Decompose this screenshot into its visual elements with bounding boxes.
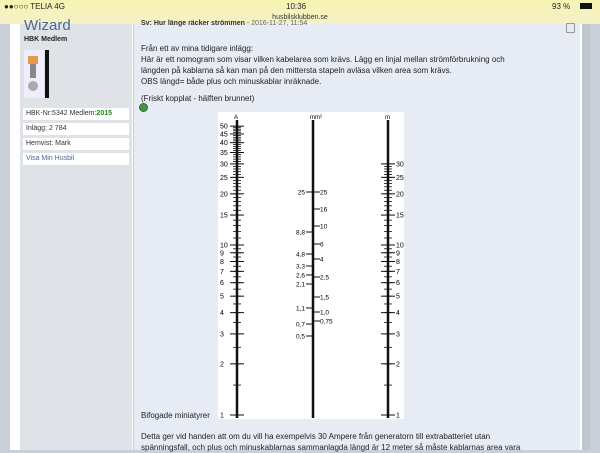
username[interactable]: Wizard xyxy=(24,17,71,34)
m-tick-label: 25 xyxy=(396,174,404,182)
a-tick-label: 8 xyxy=(220,258,224,266)
a-tick-label: 30 xyxy=(220,161,228,169)
mm-right-label: 16 xyxy=(320,206,328,214)
a-tick-label: 9 xyxy=(220,250,224,258)
m-tick-label: 7 xyxy=(396,268,400,276)
m-tick-label: 2 xyxy=(396,361,400,369)
scrollbar[interactable] xyxy=(582,20,590,450)
mm-left-label: 4,8 xyxy=(295,251,305,259)
post-line: spänningsfall, och plus och minuskablarnas sammanlagda längd är 12 meter så måste kablarnas area vara xyxy=(141,443,521,452)
post-line: OBS längd= både plus och minuskablar inräknade. xyxy=(141,77,322,86)
attachments-label: Bifogade miniatyrer xyxy=(141,411,210,420)
mm-right-label: 25 xyxy=(320,189,328,197)
m-tick-label: 4 xyxy=(396,310,400,318)
mm-left-label: 0,7 xyxy=(295,321,305,329)
post-count: Inlägg: 2 784 xyxy=(23,123,129,135)
user-rank: HBK Medlem xyxy=(24,36,68,43)
url-bar[interactable]: husbilsklubben.se xyxy=(272,14,328,21)
carrier: ●●○○○ TELIA 4G xyxy=(4,2,65,11)
mm-left-label: 1,1 xyxy=(295,305,305,313)
m-tick-label: 1 xyxy=(396,412,400,419)
m-tick-label: 9 xyxy=(396,250,400,258)
m-tick-label: 10 xyxy=(396,242,404,250)
nomogram-image[interactable] xyxy=(218,112,404,419)
smiley-icon xyxy=(139,103,148,112)
a-tick-label: 3 xyxy=(220,331,224,339)
battery-icon xyxy=(580,3,592,9)
m-tick-label: 30 xyxy=(396,161,404,169)
battery-level: 93 % xyxy=(552,2,571,11)
post-line: längden på kablarna så kan man på den mittersta stapeln avläsa vilken area som krävs. xyxy=(141,66,452,75)
mm-right-label: 0,75 xyxy=(320,318,333,326)
axis-title: mm² xyxy=(310,115,322,121)
mm-left-label: 2,1 xyxy=(295,281,305,289)
a-tick-label: 50 xyxy=(220,123,228,131)
post-line: Detta ger vid handen att om du vill ha exempelvis 30 Ampere från generatorn till extrabatteriet utan xyxy=(141,432,491,441)
mm-left-label: 8,8 xyxy=(295,229,305,237)
a-tick-label: 25 xyxy=(220,174,228,182)
home-location: Hemvist: Mark xyxy=(23,138,129,150)
axis-title: A xyxy=(234,115,239,121)
a-tick-label: 6 xyxy=(220,280,224,288)
post-line: Från ett av mina tidigare inlägg: xyxy=(141,44,254,53)
a-tick-label: 2 xyxy=(220,361,224,369)
mm-right-label: 1,0 xyxy=(320,309,330,317)
m-tick-label: 5 xyxy=(396,293,400,301)
post-icon[interactable] xyxy=(566,23,575,33)
a-tick-label: 5 xyxy=(220,293,224,301)
m-tick-label: 6 xyxy=(396,280,400,288)
a-tick-label: 10 xyxy=(220,242,228,250)
mm-right-label: 4 xyxy=(320,256,324,264)
post-header: Sv: Hur länge räcker strömmen - 2016-11-27, 11:54 xyxy=(141,20,308,27)
a-tick-label: 7 xyxy=(220,268,224,276)
mm-left-label: 0,5 xyxy=(295,333,305,341)
mm-right-label: 1,5 xyxy=(320,294,330,302)
mm-right-label: 6 xyxy=(320,241,324,249)
m-tick-label: 15 xyxy=(396,212,404,220)
a-tick-label: 45 xyxy=(220,131,228,139)
mm-right-label: 10 xyxy=(320,223,328,231)
a-tick-label: 40 xyxy=(220,140,228,148)
view-motorhome-link[interactable]: Visa Min Husbil xyxy=(23,153,129,165)
axis-title: m xyxy=(385,115,390,121)
a-tick-label: 20 xyxy=(220,191,228,199)
clock: 10:36 xyxy=(286,2,307,11)
a-tick-label: 15 xyxy=(220,212,228,220)
m-tick-label: 3 xyxy=(396,331,400,339)
mm-left-label: 25 xyxy=(297,189,305,197)
post-line: Här är ett nomogram som visar vilken kabelarea som krävs. Lägg en linjal mellan strömförbrukning och xyxy=(141,55,505,64)
m-tick-label: 8 xyxy=(396,258,400,266)
a-tick-label: 1 xyxy=(220,412,224,419)
mm-right-label: 2,5 xyxy=(320,274,330,282)
mm-left-label: 3,3 xyxy=(295,263,305,271)
avatar xyxy=(24,50,50,98)
a-tick-label: 35 xyxy=(220,150,228,158)
mm-left-label: 2,6 xyxy=(295,272,305,280)
quote-line: (Friskt kopplat - hälften brunnet) xyxy=(141,94,255,103)
member-number: HBK-Nr:5342 Medlem:2015 xyxy=(23,108,129,120)
m-tick-label: 20 xyxy=(396,191,404,199)
a-tick-label: 4 xyxy=(220,310,224,318)
